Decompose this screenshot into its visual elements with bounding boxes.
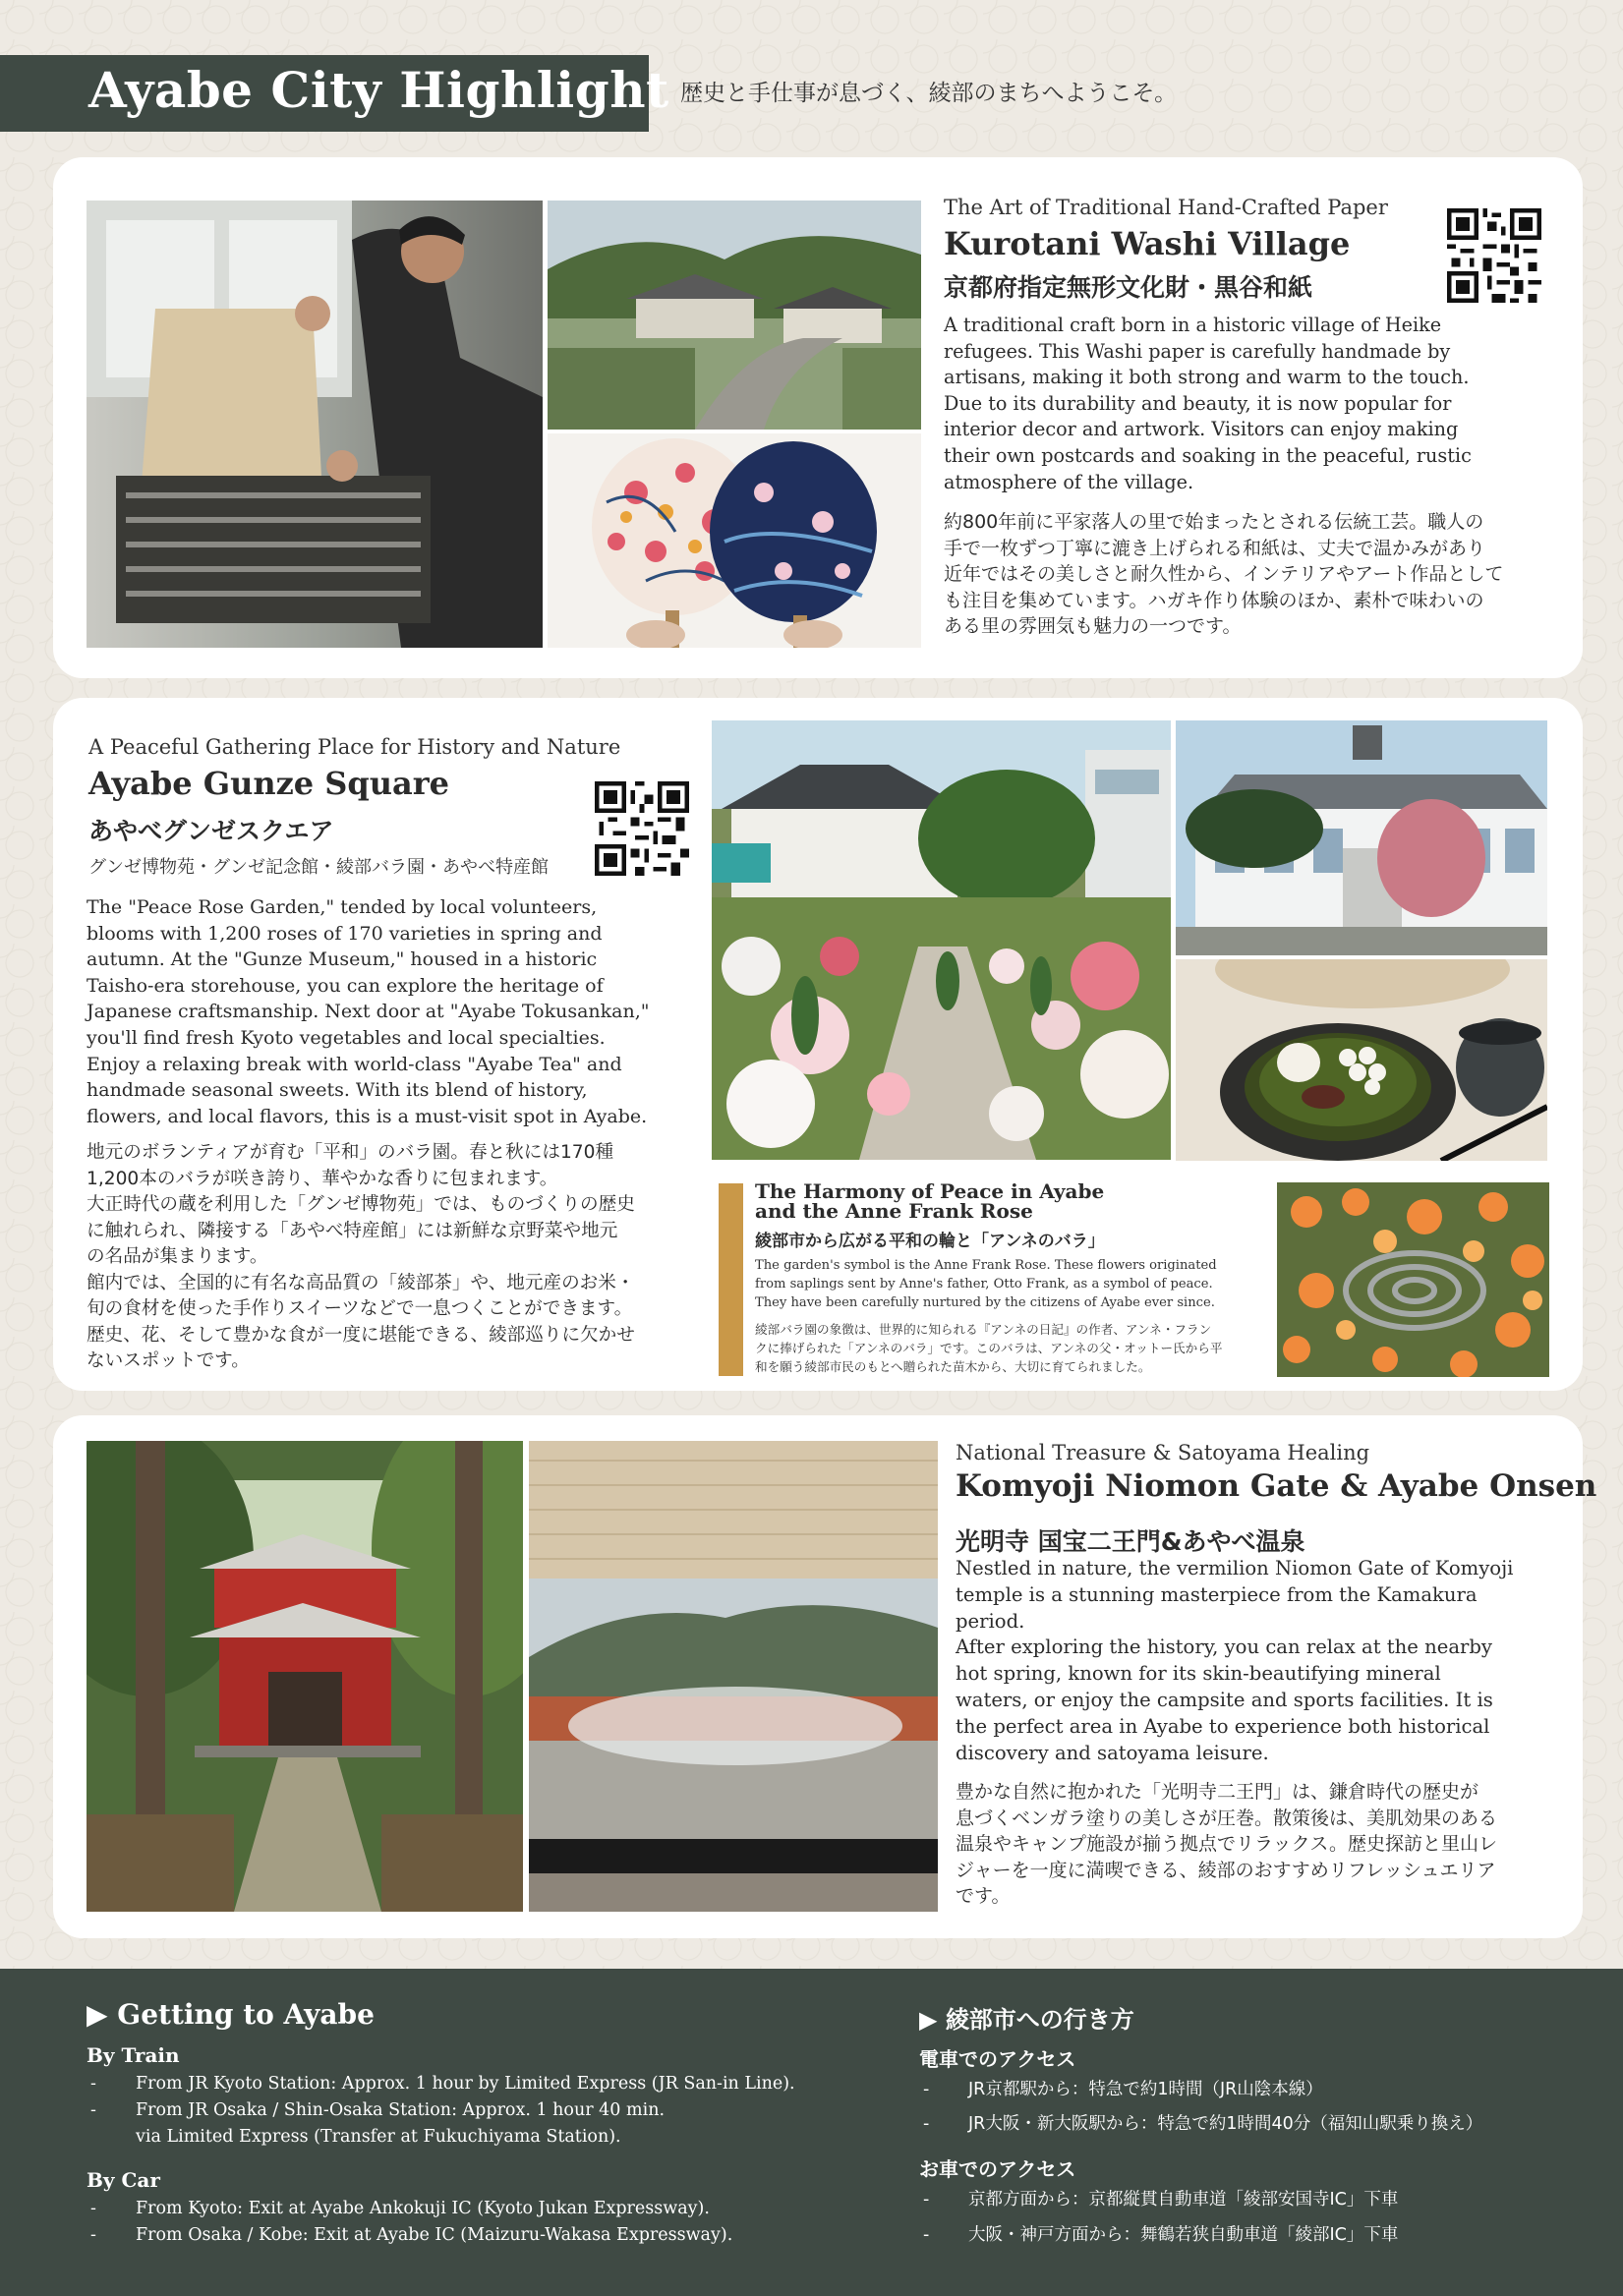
kurotani-jp-title: 京都府指定無形文化財・黒谷和紙 (944, 273, 1313, 302)
text-line: 大正時代の蔵を利用した「グンゼ博物苑」では、ものづくりの歴史 (87, 1194, 635, 1215)
gunze-title: Ayabe Gunze Square (88, 765, 449, 802)
komyoji-title: Komyoji Niomon Gate & Ayabe Onsen (956, 1468, 1597, 1504)
village-photo (548, 201, 921, 430)
text-line: の名品が集まります。 (87, 1246, 268, 1267)
anne-frank-rose-photo (1277, 1182, 1549, 1377)
rose-body-en (755, 1256, 1217, 1312)
by-train-label: By Train (87, 2043, 180, 2067)
text-line: They have been carefully nurtured by the citizens of Ayabe ever since. (755, 1295, 1215, 1310)
gunze-museum-photo (1176, 720, 1547, 955)
text-line: blooms with 1,200 roses of 170 varieties in spring and (87, 922, 603, 945)
text-line: も注目を集めています。ハガキ作り体験のほか、素朴で味わいの (944, 589, 1484, 611)
text-line: 約800年前に平家落人の里で始まったとされる伝統工芸。職人の (944, 511, 1484, 533)
train-item-en (90, 2071, 795, 2097)
gunze-body-jp (87, 1140, 635, 1375)
text-line: From JR Osaka / Shin-Osaka Station: Approx. 1 hour 40 min. (136, 2100, 666, 2120)
bullet-dash: - (923, 2225, 930, 2245)
bullet-dash: - (923, 2080, 930, 2099)
access-heading-jp: ▶ 綾部市への行き方 (919, 2006, 1134, 2034)
train-item-en (90, 2097, 666, 2124)
car-item-jp (923, 2187, 1399, 2213)
text-line: 1,200本のバラが咲き誇り、華やかな香りに包まれます。 (87, 1168, 558, 1189)
bullet-dash: - (90, 2100, 96, 2120)
bullet-dash: - (923, 2114, 930, 2134)
rose-garden-photo (712, 720, 1171, 1160)
text-line: 息づくベンガラ塗りの美しさが圧巻。散策後は、美肌効果のある (956, 1807, 1498, 1829)
access-heading-en: ▶ Getting to Ayabe (87, 1998, 375, 2031)
text-line: 地元のボランティアが育む「平和」のバラ園。春と秋には170種 (87, 1142, 614, 1163)
car-item-en (90, 2222, 733, 2249)
bullet-dash: - (90, 2199, 96, 2218)
komyoji-jp-title: 光明寺 国宝二王門&あやべ温泉 (956, 1527, 1305, 1556)
car-item-en (90, 2196, 710, 2222)
text-line: 温泉やキャンプ施設が揃う拠点でリラックス。歴史探訪と里山レ (956, 1833, 1498, 1855)
text-line: Taisho-era storehouse, you can explore the heritage of (87, 974, 604, 997)
page-subtitle: 歴史と手仕事が息づく、綾部のまちへようこそ。 (680, 81, 1178, 106)
train-item-jp (923, 2111, 1483, 2138)
text-line: 大阪・神戸方面から：舞鶴若狭自動車道「綾部IC」下車 (968, 2225, 1399, 2245)
kurotani-body-en (944, 313, 1472, 495)
text-line: A traditional craft born in a historic village of Heike (944, 314, 1442, 336)
text-line: The garden's symbol is the Anne Frank Rose. These flowers originated (755, 1258, 1217, 1273)
washi-making-photo (87, 201, 543, 648)
rose-jp-title: 綾部市から広がる平和の輪と「アンネのバラ」 (755, 1232, 1105, 1251)
by-car-label: By Car (87, 2168, 160, 2192)
gunze-eyebrow: A Peaceful Gathering Place for History and Nature (88, 735, 621, 759)
kurotani-qr-code[interactable] (1447, 208, 1541, 303)
access-footer (0, 1969, 1623, 2296)
train-label-jp: 電車でのアクセス (919, 2047, 1076, 2071)
niomon-gate-photo (87, 1441, 523, 1912)
text-line: ジャーを一度に満喫できる、綾部のおすすめリフレッシュエリア (956, 1859, 1496, 1881)
komyoji-body-en (956, 1556, 1513, 1766)
text-line: the perfect area in Ayabe to experience both historical (956, 1714, 1490, 1738)
text-line: From Kyoto: Exit at Ayabe Ankokuji IC (Kyoto Jukan Expressway). (136, 2199, 710, 2218)
gunze-qr-code[interactable] (595, 781, 689, 876)
text-line: you'll find fresh Kyoto vegetables and local specialties. (87, 1026, 606, 1049)
text-line: 歴史、花、そして豊かな食が一度に堪能できる、綾部巡りに欠かせ (87, 1324, 635, 1346)
text-line: flowers, and local flavors, this is a must-visit spot in Ayabe. (87, 1105, 648, 1127)
text-line: 和を願う綾部市民のもとへ贈られた苗木から、大切に育てられました。 (755, 1359, 1151, 1374)
text-line: waters, or enjoy the campsite and sports facilities. It is (956, 1688, 1493, 1711)
washi-fans-photo (548, 433, 921, 648)
text-line: their own postcards and soaking in the peaceful, rustic (944, 443, 1472, 467)
text-line: interior decor and artwork. Visitors can enjoy making (944, 418, 1459, 441)
text-line: 館内では、全国的に有名な高品質の「綾部茶」や、地元産のお米・ (87, 1272, 635, 1293)
train-item-jp (923, 2077, 1323, 2103)
gunze-jp-subtitle: グンゼ博物苑・グンゼ記念館・綾部バラ園・あやべ特産館 (88, 857, 549, 878)
bullet-dash: - (90, 2225, 96, 2245)
text-line: 綾部バラ園の象徴は、世界的に知られる『アンネの日記』の作者、アンネ・フラン (755, 1322, 1212, 1337)
text-line: The Harmony of Peace in Ayabe (755, 1179, 1105, 1203)
text-line: ないスポットです。 (87, 1350, 250, 1371)
text-line: Enjoy a relaxing break with world-class "Ayabe Tea" and (87, 1053, 622, 1075)
text-line: The "Peace Rose Garden," tended by local volunteers, (87, 896, 598, 918)
text-line: JR大阪・新大阪駅から：特急で約1時間40分（福知山駅乗り換え） (968, 2114, 1483, 2134)
page-title: Ayabe City Highlight (88, 61, 669, 119)
text-line: 近年ではその美しさと耐久性から、インテリアやアート作品として (944, 563, 1504, 585)
text-line: handmade seasonal sweets. With its blend of history, (87, 1079, 588, 1102)
kurotani-eyebrow: The Art of Traditional Hand-Crafted Paper (944, 196, 1388, 219)
gunze-body-en (87, 894, 650, 1129)
text-line: artisans, making it both strong and warm to the touch. (944, 366, 1470, 389)
text-line: From JR Kyoto Station: Approx. 1 hour by Limited Express (JR San-in Line). (136, 2074, 795, 2094)
text-line: autumn. At the "Gunze Museum," housed in a historic (87, 948, 598, 971)
text-line: from saplings sent by Anne's father, Otto Frank, as a symbol of peace. (755, 1277, 1213, 1292)
text-line: period. (956, 1609, 1025, 1633)
text-line: From Osaka / Kobe: Exit at Ayabe IC (Maizuru-Wakasa Expressway). (136, 2225, 733, 2245)
onsen-bath-photo (529, 1441, 938, 1912)
text-line: です。 (956, 1885, 1011, 1907)
text-line: クに捧げられた「アンネのバラ」です。このバラは、アンネの父・オットー氏から平 (755, 1341, 1223, 1355)
text-line: Nestled in nature, the vermilion Niomon Gate of Komyoji (956, 1557, 1514, 1579)
bullet-dash: - (923, 2190, 930, 2210)
text-line: Japanese craftsmanship. Next door at "Ayabe Tokusankan," (87, 1001, 650, 1023)
text-line: 手で一枚ずつ丁寧に漉き上げられる和紙は、丈夫で温かみがあり (944, 537, 1486, 559)
train-item-en-cont: via Limited Express (Transfer at Fukuchiyama Station). (136, 2127, 621, 2147)
bullet-dash: - (90, 2074, 96, 2094)
kurotani-body-jp (944, 509, 1503, 640)
tea-sweets-photo (1176, 959, 1547, 1161)
text-line: 旬の食材を使った手作りスイーツなどで一息つくことができます。 (87, 1298, 633, 1319)
car-label-jp: お車でのアクセス (919, 2157, 1076, 2181)
car-item-jp (923, 2222, 1399, 2249)
text-line: temple is a stunning masterpiece from the Kamakura (956, 1582, 1478, 1606)
text-line: After exploring the history, you can relax at the nearby (956, 1636, 1492, 1659)
rose-body-jp (755, 1320, 1222, 1376)
text-line: hot spring, known for its skin-beautifying mineral (956, 1662, 1441, 1686)
gunze-jp-title: あやべグンゼスクエア (88, 817, 334, 845)
text-line: ある里の雰囲気も魅力の一つです。 (944, 615, 1242, 637)
text-line: and the Anne Frank Rose (755, 1199, 1033, 1223)
rose-title (755, 1181, 1104, 1221)
text-line: 京都方面から：京都縦貫自動車道「綾部安国寺IC」下車 (968, 2190, 1399, 2210)
text-line: Due to its durability and beauty, it is now popular for (944, 391, 1452, 415)
text-line: refugees. This Washi paper is carefully handmade by (944, 339, 1451, 363)
kurotani-title: Kurotani Washi Village (944, 225, 1351, 262)
text-line: 豊かな自然に抱かれた「光明寺二王門」は、鎌倉時代の歴史が (956, 1781, 1479, 1803)
text-line: atmosphere of the village. (944, 470, 1194, 493)
text-line: JR京都駅から：特急で約1時間（JR山陰本線） (968, 2080, 1323, 2099)
text-line: discovery and satoyama leisure. (956, 1741, 1269, 1764)
komyoji-eyebrow: National Treasure & Satoyama Healing (956, 1441, 1370, 1464)
komyoji-body-jp (956, 1779, 1497, 1910)
rose-accent-bar (719, 1183, 743, 1376)
text-line: に触れられ、隣接する「あやべ特産館」には新鮮な京野菜や地元 (87, 1220, 618, 1241)
